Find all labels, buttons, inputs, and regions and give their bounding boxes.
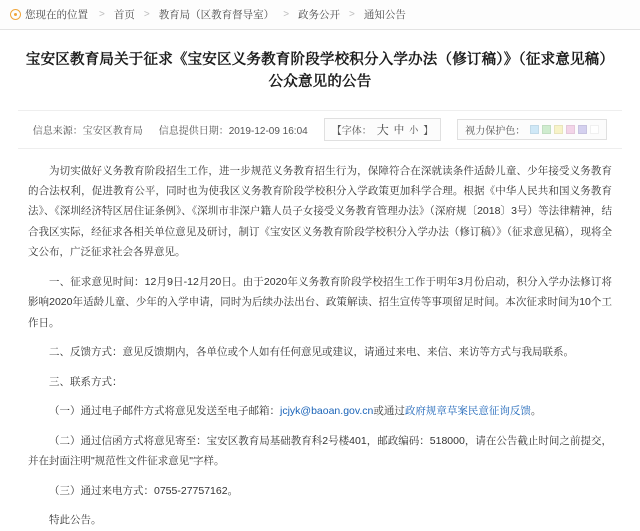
paragraph-text: （一）通过电子邮件方式将意见发送至电子邮箱： xyxy=(49,405,280,418)
meta-source-label: 信息来源： xyxy=(32,125,83,137)
breadcrumb-separator-3: > xyxy=(349,9,355,20)
paragraph-6 xyxy=(28,431,612,472)
breadcrumb-item-notices[interactable]: 通知公告 xyxy=(363,9,406,21)
color-swatch-2[interactable] xyxy=(542,125,551,134)
paragraph-text: 特此公告。 xyxy=(49,514,102,527)
breadcrumb-separator-1: > xyxy=(143,9,150,20)
breadcrumb-item-government-affairs[interactable]: 政务公开 xyxy=(298,9,341,21)
paragraph-text: 一、征求意见时间：12月9日-12月20日。由于2020年义务教育阶段学校招生工作于明年3月份启动，积分入学办法修订将影响2020年适龄儿童、少年的入学申请，同时为后续办法出台、政策解读、招生宣传等事项留足时间。本次征求时间为10个工作日。 xyxy=(28,275,612,329)
font-size-close-bracket: 】 xyxy=(423,125,434,137)
paragraph-text: （三）通过来电方式：0755-27757162。 xyxy=(49,484,239,497)
paragraph-text: 或通过 xyxy=(373,405,405,418)
meta-date-value: 2019-12-09 16:04 xyxy=(228,125,308,137)
font-size-control xyxy=(324,118,442,141)
paragraph-3 xyxy=(28,342,612,362)
feedback-link[interactable]: 政府规章草案民意征询反馈 xyxy=(404,405,531,418)
breadcrumb-item-home[interactable]: 首页 xyxy=(113,9,135,21)
color-swatch-group xyxy=(530,125,599,134)
breadcrumb-separator-2: > xyxy=(283,9,290,20)
paragraph-1 xyxy=(28,161,612,263)
paragraph-text: （二）通过信函方式将意见寄至：宝安区教育局基础教育科2号楼401，邮政编码：518000，请在公告截止时间之前提交，并在封面注明"规范性文件征求意见"字样。 xyxy=(28,434,612,468)
font-size-large-button[interactable]: 大 xyxy=(376,122,389,137)
paragraph-7 xyxy=(28,481,612,501)
meta-source xyxy=(33,122,143,137)
meta-date-label: 信息提供日期： xyxy=(158,125,229,137)
color-swatch-4[interactable] xyxy=(566,125,575,134)
paragraph-4 xyxy=(28,372,612,392)
visual-protection-control xyxy=(457,119,607,140)
paragraph-2 xyxy=(28,272,612,333)
breadcrumb-item-education-bureau[interactable]: 教育局（区教育督导室） xyxy=(158,9,275,21)
paragraph-8 xyxy=(28,510,612,530)
meta-date xyxy=(159,122,308,137)
paragraph-text: 二、反馈方式：意见反馈期内，各单位或个人如有任何意见或建议，请通过来电、来信、来访等方式与我局联系。 xyxy=(49,346,574,359)
paragraph-5 xyxy=(28,401,612,421)
color-swatch-1[interactable] xyxy=(530,125,539,134)
email-link[interactable]: jcjyk@baoan.gov.cn xyxy=(280,405,374,418)
page-title: 宝安区教育局关于征求《宝安区义务教育阶段学校积分入学办法（修订稿）》（征求意见稿）公众意见的公告 xyxy=(25,52,615,90)
visual-protection-label: 视力保护色： xyxy=(465,125,526,137)
breadcrumb-separator-0: > xyxy=(99,9,105,20)
location-icon xyxy=(10,9,21,20)
font-size-small-button[interactable]: 小 xyxy=(409,124,419,135)
font-size-label: 【字体： xyxy=(331,125,372,137)
breadcrumb xyxy=(0,0,640,30)
color-swatch-3[interactable] xyxy=(554,125,563,134)
breadcrumb-label: 您现在的位置 xyxy=(25,9,88,21)
paragraph-text: 为切实做好义务教育阶段招生工作，进一步规范义务教育招生行为，保障符合在深就读条件适龄儿童、少年接受义务教育的合法权利，促进教育公平，同时也为使我区义务教育阶段学校积分入学政策更加科学合理。根据《中华人民共和国义务教育法》、《深圳经济特区居住证条例》、《深圳市非深户籍人员子女接受义务教育管理办法》（深府规〔2018〕3号）等法律精神，结合我区实际，经征求各相关单位意见及研讨，制订《宝安区义务教育阶段学校积分入学办法（修订稿）》（征求意见稿），现将全文公布，广泛征求社会各界意见。 xyxy=(28,164,612,259)
paragraph-text: 三、联系方式： xyxy=(49,375,123,388)
document-meta xyxy=(18,110,622,149)
font-size-medium-button[interactable]: 中 xyxy=(393,123,405,136)
document-content xyxy=(18,155,622,531)
paragraph-text: 。 xyxy=(530,405,542,418)
document-body xyxy=(0,30,640,531)
color-swatch-5[interactable] xyxy=(578,125,587,134)
meta-source-value: 宝安区教育局 xyxy=(82,125,143,137)
color-swatch-6[interactable] xyxy=(590,125,599,134)
